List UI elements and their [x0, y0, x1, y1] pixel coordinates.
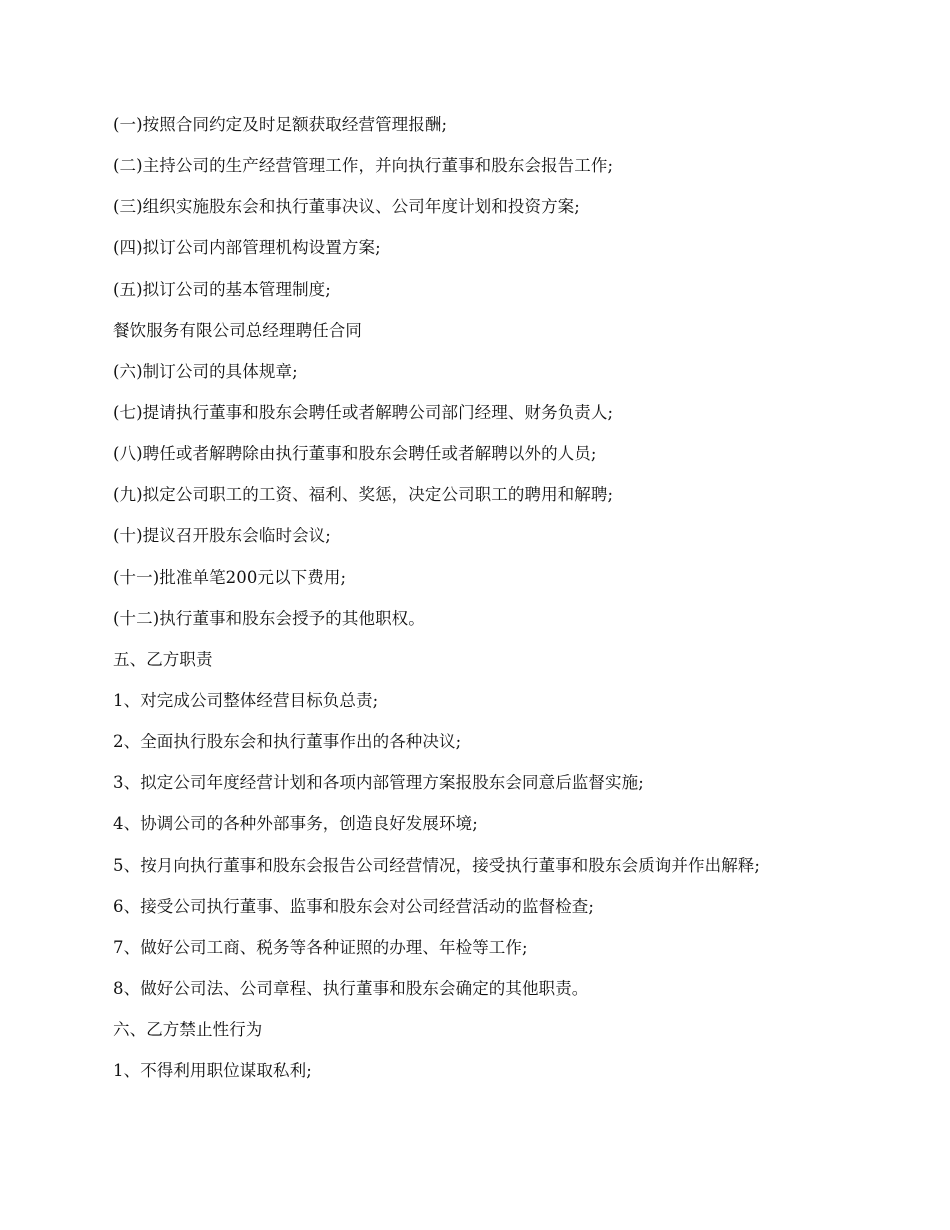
duty-line: 1、对完成公司整体经营目标负总责; — [113, 690, 379, 710]
clause-line: (十一)批准单笔200元以下费用; — [113, 567, 347, 587]
duty-line: 7、做好公司工商、税务等各种证照的办理、年检等工作; — [113, 937, 528, 957]
duty-line: 4、协调公司的各种外部事务，创造良好发展环境; — [113, 814, 478, 834]
clause-line: (六)制订公司的具体规章; — [113, 361, 298, 381]
duty-line: 2、全面执行股东会和执行董事作出的各种决议; — [113, 732, 462, 752]
duty-line: 3、拟定公司年度经营计划和各项内部管理方案报股东会同意后监督实施; — [113, 773, 644, 793]
prohibition-line: 1、不得利用职位谋取私利; — [113, 1061, 312, 1081]
duty-line: 5、按月向执行董事和股东会报告公司经营情况，接受执行董事和股东会质询并作出解释; — [113, 855, 761, 875]
clause-line: (七)提请执行董事和股东会聘任或者解聘公司部门经理、财务负责人; — [113, 402, 614, 422]
clause-line: (五)拟订公司的基本管理制度; — [113, 279, 331, 299]
clause-line: (一)按照合同约定及时足额获取经营管理报酬; — [113, 115, 448, 134]
clause-line: (十)提议召开股东会临时会议; — [113, 526, 331, 546]
running-header-text: 餐饮服务有限公司总经理聘任合同 — [113, 320, 362, 340]
clause-line: (九)拟定公司职工的工资、福利、奖惩，决定公司职工的聘用和解聘; — [113, 485, 614, 505]
duty-line: 6、接受公司执行董事、监事和股东会对公司经营活动的监督检查; — [113, 896, 595, 916]
clause-line: (十二)执行董事和股东会授予的其他职权。 — [113, 608, 425, 628]
document-body — [113, 112, 893, 1099]
duty-line: 8、做好公司法、公司章程、执行董事和股东会确定的其他职责。 — [113, 978, 589, 998]
section-heading: 五、乙方职责 — [113, 649, 213, 669]
section-heading: 六、乙方禁止性行为 — [113, 1020, 263, 1040]
clause-line: (八)聘任或者解聘除由执行董事和股东会聘任或者解聘以外的人员; — [113, 444, 597, 464]
clause-line: (二)主持公司的生产经营管理工作，并向执行董事和股东会报告工作; — [113, 156, 614, 176]
clause-line: (四)拟订公司内部管理机构设置方案; — [113, 238, 381, 258]
clause-line: (三)组织实施股东会和执行董事决议、公司年度计划和投资方案; — [113, 197, 580, 217]
